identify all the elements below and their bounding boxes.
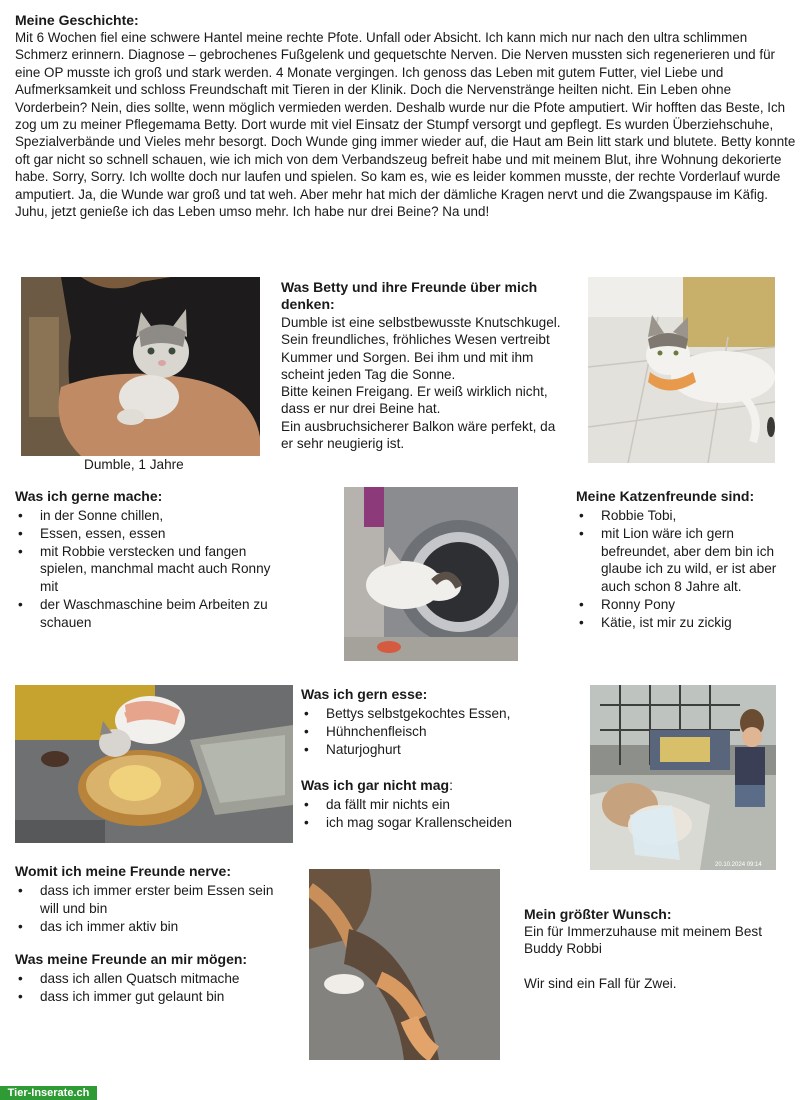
dislikes-section <box>301 777 571 832</box>
food-section <box>301 686 571 758</box>
list-item: • der Waschmaschine beim Arbeiten zu schauen <box>15 596 285 632</box>
list-item: • Essen, essen, essen <box>15 525 285 543</box>
list-item: • dass ich immer erster beim Essen sein will und bin <box>15 882 285 918</box>
tail-and-paw-photo <box>309 869 500 1060</box>
annoy-section <box>15 863 285 935</box>
wish-section <box>524 906 784 992</box>
betty-text-1: Dumble ist eine selbstbewusste Knutschkugel. Sein freundliches, fröhliches Wesen vertreibt Kummer und Sorgen. Bei ihm und mit ihm scheint jeden Tag die Sonne. <box>281 315 561 382</box>
friends-like-list <box>15 970 295 1006</box>
list-item: • Bettys selbstgekochtes Essen, <box>301 705 571 723</box>
list-item: • Robbie Tobi, <box>576 507 801 525</box>
list-item: • in der Sonne chillen, <box>15 507 285 525</box>
betty-heading: Was Betty und ihre Freunde über mich denken: <box>281 279 538 312</box>
betty-text-3: Ein ausbruchsicherer Balkon wäre perfekt, da er sehr neugierig ist. <box>281 418 556 452</box>
cat-friends-heading: Meine Katzenfreunde sind: <box>576 488 755 504</box>
washing-machine-photo <box>344 487 518 661</box>
friends-like-section <box>15 951 295 1006</box>
cat-eating-photo <box>15 685 293 843</box>
dislikes-heading-colon: : <box>449 777 453 793</box>
list-item: • Ronny Pony <box>576 596 801 614</box>
list-item: • mit Lion wäre ich gern befreundet, aber dem bin ich glaube ich zu wild, er ist aber auch schon 8 Jahre alt. <box>576 525 801 596</box>
likes-heading: Was ich gerne mache: <box>15 488 163 504</box>
kitten-photo-caption: Dumble, 1 Jahre <box>84 457 184 472</box>
list-item: • Naturjoghurt <box>301 741 571 759</box>
list-item: • dass ich immer gut gelaunt bin <box>15 988 295 1006</box>
cat-friends-section <box>576 488 801 632</box>
cat-with-cone-photo <box>590 685 776 870</box>
list-item: • ich mag sogar Krallenscheiden <box>301 814 571 832</box>
kitten-in-hands-photo <box>21 277 260 456</box>
annoy-list <box>15 882 285 935</box>
likes-section <box>15 488 285 632</box>
list-item: • dass ich allen Quatsch mitmache <box>15 970 295 988</box>
list-item: • Hühnchenfleisch <box>301 723 571 741</box>
list-item: • mit Robbie verstecken und fangen spielen, manchmal macht auch Ronny mit <box>15 543 285 596</box>
dislikes-heading-text: Was ich gar nicht mag <box>301 777 450 793</box>
story-text: Mit 6 Wochen fiel eine schwere Hantel meine rechte Pfote. Unfall oder Absicht. Ich kann mich nur nach den ultra schlimmen Schmerz erinnern. Diagnose – gebrochenes Fußgelenk und gequetschte Nerven. Die Nerven mussten sich regenerieren und für eine OP musste ich groß und stark werden. 4 Monate vergingen. Ich genoss das Leben mit gutem Futter, viel Liebe und Aufmerksamkeit und schloss Freundschaft mit Tieren in der Klinik. Doch die Nervenstränge heilten nicht. Ein Leben ohne Vorderbein? Nein, dies sollte, wenn möglich vermieden werden. Deshalb wurde nur die Pfote amputiert. Wir hofften das Beste, Ich zog um zu meiner Pflegemama Betty. Dort wurde mit viel Einsatz der Stumpf versorgt und gepflegt. Es wurden Überziehschuhe, Spezialverbände und Vieles mehr besorgt. Doch Wunde ging immer wieder auf, die Haut am Bein litt stark und blutete. Betty konnte oft gar nicht so schnell schauen, wie ich mich von dem Verbandszeug befreit habe und mit meinem Blut, ihre Wohnung dekorierte habe. Sorry, Sorry. Ich wollte doch nur laufen und spielen. So kam es, wie es leider kommen musste, der rechte Vorderlauf wurde amputiert. Ja, die Wunde war groß und tat weh. Aber mehr hat mich der dämliche Kragen nervt und die Zwangspause im Käfig. Juhu, jetzt genieße ich das Leben umso mehr. Ich habe nur drei Beine? Na und! <box>15 30 796 220</box>
cat-on-tiles-photo <box>588 277 775 463</box>
food-list <box>301 705 571 758</box>
wish-closing: Wir sind ein Fall für Zwei. <box>524 975 677 991</box>
list-item: • das ich immer aktiv bin <box>15 918 285 936</box>
wish-text: Ein für Immerzuhause mit meinem Best Buddy Robbi <box>524 924 762 957</box>
friends-like-heading: Was meine Freunde an mir mögen: <box>15 951 248 967</box>
dislikes-heading <box>301 777 571 794</box>
betty-section <box>281 279 566 452</box>
wish-heading: Mein größter Wunsch: <box>524 906 672 922</box>
story-heading: Meine Geschichte: <box>15 12 139 28</box>
likes-list <box>15 507 285 632</box>
list-item: • da fällt mir nichts ein <box>301 796 571 814</box>
tier-inserate-badge[interactable]: Tier-Inserate.ch <box>0 1086 97 1100</box>
betty-text-2: Bitte keinen Freigang. Er weiß wirklich nicht, dass er nur drei Beine hat. <box>281 384 548 417</box>
cat-friends-list <box>576 507 801 632</box>
dislikes-list <box>301 796 571 832</box>
annoy-heading: Womit ich meine Freunde nerve: <box>15 863 232 879</box>
list-item: • Kätie, ist mir zu zickig <box>576 614 801 632</box>
photo-timestamp: 20.10.2024 09:14 <box>715 862 762 868</box>
food-heading: Was ich gern esse: <box>301 686 428 702</box>
